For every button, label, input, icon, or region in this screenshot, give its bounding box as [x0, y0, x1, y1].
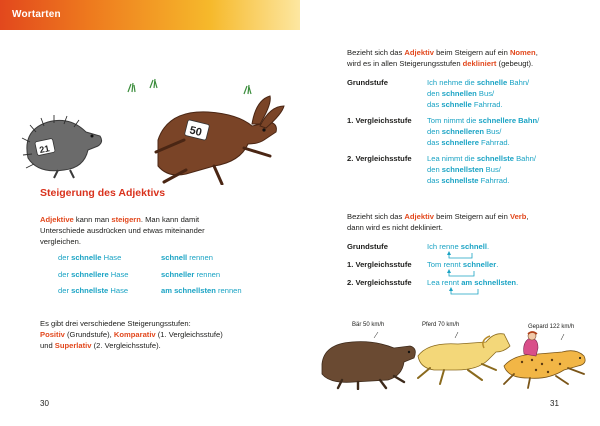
left-header-bar	[0, 0, 300, 30]
stage-example: Lea rennt am schnellsten.	[427, 278, 519, 287]
animals-race-illustration	[318, 330, 598, 390]
noun-declension-table	[347, 77, 587, 191]
intro-paragraph	[40, 214, 280, 247]
left-header-title: Wortarten	[12, 9, 61, 20]
stage-label: 2. Vergleichsstufe	[347, 278, 412, 287]
superlativ-term: Superlativ	[54, 341, 92, 350]
comparison-row	[58, 252, 278, 269]
noun-example: der schnellere Hase	[58, 269, 129, 279]
stage-examples: Lea nimmt die schnellste Bahn/ den schnellsten Bus/ das schnellste Fahrrad.	[427, 154, 536, 185]
intro-line-2: Unterschiede ausdrücken und etwas miteinander	[40, 226, 205, 235]
stage-examples: Ich nehme die schnelle Bahn/ den schnellen Bus/ das schnelle Fahrrad.	[427, 78, 530, 109]
cheetah-speed-label: Gepard 122 km/h	[528, 324, 575, 330]
verb-reference-arrows	[422, 250, 512, 298]
intro-line-1	[40, 214, 280, 225]
bear-speed-label: Bär 50 km/h	[352, 322, 385, 328]
hare-figure	[156, 96, 284, 184]
cheetah-figure	[504, 332, 585, 388]
stage-label: 2. Vergleichsstufe	[347, 154, 412, 163]
verb-example: schneller rennen	[161, 269, 221, 279]
bear-figure	[322, 342, 415, 389]
komparativ-term: Komparativ	[113, 330, 156, 339]
page-number-left: 30	[40, 399, 49, 408]
stages-line-3: und Superlativ (2. Vergleichsstufe).	[40, 341, 161, 350]
table-row	[347, 77, 587, 115]
page-number-right: 31	[550, 399, 559, 408]
grass-tuft-1	[128, 79, 251, 94]
right-page	[300, 0, 600, 426]
hedgehog-hare-illustration	[8, 70, 298, 185]
intro-adjektive: Adjektive	[40, 215, 74, 224]
verb-intro: Bezieht sich das Adjektiv beim Steigern auf ein Verb, dann wird es nicht dekliniert.	[347, 212, 529, 232]
stage-example: Tom rennt schneller.	[427, 260, 499, 269]
stages-line-2: Positiv (Grundstufe), Komparativ (1. Vergleichsstufe)	[40, 330, 223, 339]
left-page	[0, 30, 300, 426]
intro-text-b: . Man kann damit	[140, 215, 200, 224]
stages-line-1: Es gibt drei verschiedene Steigerungsstufen:	[40, 319, 191, 328]
stage-examples: Tom nimmt die schnellere Bahn/ den schnelleren Bus/ das schnellere Fahrrad.	[427, 116, 540, 147]
noun-intro: Bezieht sich das Adjektiv beim Steigern auf ein Nomen, wird es in allen Steigerungsstufen dekliniert (gebeugt).	[347, 48, 538, 68]
verb-example: am schnellsten rennen	[161, 286, 242, 295]
positiv-term: Positiv	[40, 330, 65, 339]
stage-label: Grundstufe	[347, 78, 388, 87]
comparison-row	[58, 269, 278, 286]
comparison-examples	[58, 252, 278, 302]
stage-label: 1. Vergleichsstufe	[347, 116, 412, 125]
verb-example: schnell rennen	[161, 253, 213, 262]
horse-figure	[418, 334, 510, 384]
hedgehog-figure	[22, 115, 102, 178]
intro-line-3: vergleichen.	[40, 237, 81, 246]
comparison-row	[58, 285, 278, 302]
stage-label: 1. Vergleichsstufe	[347, 260, 412, 269]
noun-example: der schnelle Hase	[58, 253, 122, 262]
hare-bib-number: 50	[188, 124, 204, 140]
section-title: Steigerung des Adjektivs	[40, 187, 166, 199]
intro-steigern: steigern	[111, 215, 141, 224]
horse-speed-label: Pferd 70 km/h	[422, 322, 460, 328]
stage-example: Ich renne schnell.	[427, 242, 490, 251]
stages-paragraph	[40, 318, 290, 351]
stage-label: Grundstufe	[347, 242, 388, 251]
table-row	[347, 115, 587, 153]
table-row	[347, 153, 587, 191]
noun-example: der schnellste Hase	[58, 286, 129, 295]
hedgehog-bib-number: 21	[38, 143, 51, 156]
intro-text-a: kann man	[73, 215, 112, 224]
